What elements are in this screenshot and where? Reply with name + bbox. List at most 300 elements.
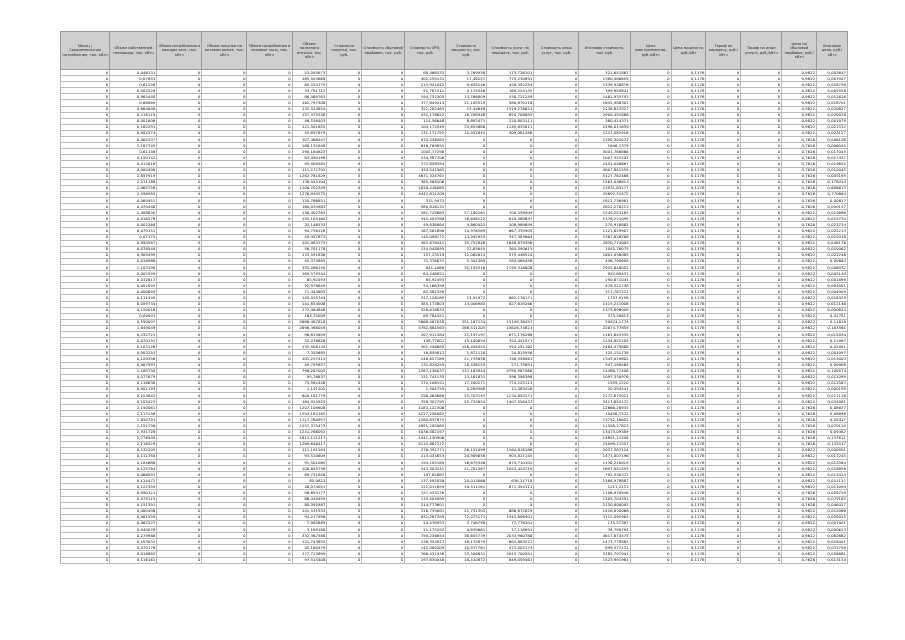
table-cell[interactable]: 0 bbox=[630, 319, 671, 325]
table-cell[interactable]: 0 bbox=[202, 484, 247, 490]
table-cell[interactable]: 0,077679 bbox=[110, 374, 157, 380]
table-cell[interactable]: 0 bbox=[706, 484, 741, 490]
table-cell[interactable]: 0 bbox=[706, 228, 741, 234]
table-cell[interactable]: 1367,826568 bbox=[579, 234, 630, 240]
table-cell[interactable]: 0 bbox=[327, 240, 362, 246]
table-cell[interactable]: 111,272792 bbox=[292, 167, 327, 173]
table-cell[interactable]: 0,1176 bbox=[671, 143, 706, 149]
table-cell[interactable]: 0 bbox=[157, 429, 202, 435]
table-cell[interactable]: 1203,183165 bbox=[292, 411, 327, 417]
table-cell[interactable]: 1642,908301 bbox=[579, 100, 630, 106]
table-cell[interactable]: 0,046176 bbox=[817, 240, 848, 246]
table-cell[interactable]: 22674,77859 bbox=[579, 325, 630, 331]
table-cell[interactable]: 1106,702349 bbox=[292, 185, 327, 191]
table-cell[interactable]: 0 bbox=[247, 460, 292, 466]
table-cell[interactable]: 0,070176 bbox=[110, 545, 157, 551]
table-cell[interactable]: 1,408830 bbox=[110, 210, 157, 216]
table-cell[interactable]: 530,721249 bbox=[487, 94, 534, 100]
table-cell[interactable]: 0,1176 bbox=[671, 271, 706, 277]
table-cell[interactable]: 0 bbox=[630, 411, 671, 417]
table-cell[interactable]: 0,9822 bbox=[782, 551, 817, 557]
table-cell[interactable]: 0 bbox=[327, 124, 362, 130]
table-cell[interactable]: 0 bbox=[446, 204, 487, 210]
table-cell[interactable]: 1,187749 bbox=[110, 143, 157, 149]
table-cell[interactable]: 0 bbox=[362, 417, 405, 423]
table-cell[interactable]: 0 bbox=[741, 289, 782, 295]
table-cell[interactable]: 0,839661 bbox=[446, 527, 487, 533]
table-cell[interactable]: 0 bbox=[362, 240, 405, 246]
table-cell[interactable]: 0 bbox=[706, 283, 741, 289]
table-cell[interactable]: 0 bbox=[534, 502, 579, 508]
column-header[interactable]: Объем покупки на оптовом рынке, тыс. кВтч bbox=[202, 32, 247, 70]
table-cell[interactable]: 0 bbox=[362, 191, 405, 197]
table-cell[interactable]: 1,650791 bbox=[110, 417, 157, 423]
table-cell[interactable]: 0 bbox=[61, 149, 110, 155]
table-cell[interactable]: 0,016883 bbox=[110, 551, 157, 557]
table-cell[interactable]: 0,9822 bbox=[782, 362, 817, 368]
table-cell[interactable]: 0,001979 bbox=[817, 118, 848, 124]
table-cell[interactable]: 0 bbox=[202, 204, 247, 210]
table-cell[interactable]: 0,9822 bbox=[782, 76, 817, 82]
table-cell[interactable]: 1343,029802 bbox=[579, 356, 630, 362]
table-cell[interactable]: 0 bbox=[706, 502, 741, 508]
table-cell[interactable]: 0 bbox=[534, 167, 579, 173]
table-cell[interactable]: 0 bbox=[61, 277, 110, 283]
table-cell[interactable]: 0 bbox=[534, 344, 579, 350]
table-cell[interactable]: 0 bbox=[202, 106, 247, 112]
table-cell[interactable]: 0,162291 bbox=[110, 124, 157, 130]
table-cell[interactable]: 0 bbox=[157, 265, 202, 271]
table-cell[interactable]: 0 bbox=[157, 484, 202, 490]
table-cell[interactable]: 64,448851 bbox=[405, 271, 446, 277]
table-cell[interactable]: 0,060951 bbox=[110, 197, 157, 203]
table-cell[interactable]: 0 bbox=[362, 423, 405, 429]
table-cell[interactable]: 0 bbox=[157, 149, 202, 155]
table-cell[interactable]: 7,355683 bbox=[292, 350, 327, 356]
table-cell[interactable]: 0 bbox=[157, 417, 202, 423]
table-cell[interactable]: 0 bbox=[157, 173, 202, 179]
table-cell[interactable]: 0,022213 bbox=[817, 228, 848, 234]
table-cell[interactable]: 0 bbox=[534, 545, 579, 551]
table-cell[interactable]: 0,007947 bbox=[817, 76, 848, 82]
table-cell[interactable]: 482,676441 bbox=[405, 240, 446, 246]
table-cell[interactable]: 0,120356 bbox=[110, 356, 157, 362]
table-cell[interactable]: 0,018701 bbox=[817, 100, 848, 106]
table-cell[interactable]: 0,015686 bbox=[817, 210, 848, 216]
table-cell[interactable]: 0 bbox=[327, 368, 362, 374]
table-cell[interactable]: 0,1176 bbox=[671, 496, 706, 502]
table-cell[interactable]: 0 bbox=[630, 551, 671, 557]
table-cell[interactable]: 0 bbox=[741, 70, 782, 76]
table-cell[interactable]: 0 bbox=[61, 155, 110, 161]
table-cell[interactable]: 1254,852105 bbox=[579, 338, 630, 344]
table-cell[interactable]: 0,7626 bbox=[782, 423, 817, 429]
table-cell[interactable]: 627,619266 bbox=[487, 301, 534, 307]
table-cell[interactable]: 746,558061 bbox=[487, 356, 534, 362]
table-cell[interactable]: 121,011659 bbox=[405, 484, 446, 490]
table-cell[interactable]: 0 bbox=[534, 460, 579, 466]
table-cell[interactable]: 0 bbox=[706, 514, 741, 520]
table-cell[interactable]: 0,9822 bbox=[782, 283, 817, 289]
table-cell[interactable]: 80,534775 bbox=[292, 82, 327, 88]
table-cell[interactable]: 0 bbox=[247, 344, 292, 350]
table-cell[interactable]: 0 bbox=[247, 478, 292, 484]
table-cell[interactable]: 0 bbox=[247, 307, 292, 313]
table-cell[interactable]: 0 bbox=[706, 429, 741, 435]
table-cell[interactable]: 674,710102 bbox=[487, 460, 534, 466]
table-cell[interactable]: 0 bbox=[630, 143, 671, 149]
table-cell[interactable]: 0 bbox=[630, 155, 671, 161]
table-cell[interactable]: 0 bbox=[362, 545, 405, 551]
table-cell[interactable]: 360,414371 bbox=[579, 118, 630, 124]
table-cell[interactable]: 0 bbox=[327, 216, 362, 222]
table-cell[interactable]: 0,1176 bbox=[671, 161, 706, 167]
table-cell[interactable]: 0 bbox=[362, 392, 405, 398]
table-cell[interactable]: 354,441971 bbox=[487, 338, 534, 344]
table-cell[interactable]: 1549,253185 bbox=[579, 210, 630, 216]
table-cell[interactable]: 0 bbox=[157, 204, 202, 210]
table-cell[interactable]: 0 bbox=[534, 429, 579, 435]
table-cell[interactable]: 0 bbox=[157, 185, 202, 191]
table-cell[interactable]: 0 bbox=[157, 307, 202, 313]
table-cell[interactable]: 0 bbox=[247, 88, 292, 94]
table-cell[interactable]: 0,1176 bbox=[671, 502, 706, 508]
table-cell[interactable]: 0 bbox=[202, 216, 247, 222]
table-cell[interactable]: 1380,466659 bbox=[579, 76, 630, 82]
table-cell[interactable]: 0 bbox=[362, 70, 405, 76]
table-cell[interactable]: 0 bbox=[362, 118, 405, 124]
table-cell[interactable]: 0 bbox=[327, 179, 362, 185]
table-cell[interactable]: 0 bbox=[202, 76, 247, 82]
table-cell[interactable]: 0 bbox=[61, 368, 110, 374]
table-cell[interactable]: 0 bbox=[446, 167, 487, 173]
table-cell[interactable]: 15149,38457 bbox=[487, 319, 534, 325]
table-cell[interactable]: 0 bbox=[362, 466, 405, 472]
table-cell[interactable]: 0 bbox=[202, 289, 247, 295]
table-cell[interactable]: 0 bbox=[706, 197, 741, 203]
table-cell[interactable]: 93,510609 bbox=[292, 453, 327, 459]
table-cell[interactable]: 220,803111 bbox=[487, 118, 534, 124]
table-cell[interactable]: 0,7626 bbox=[782, 490, 817, 496]
table-cell[interactable]: 136,402763 bbox=[292, 210, 327, 216]
table-cell[interactable]: 671,176268 bbox=[487, 332, 534, 338]
table-cell[interactable]: 0 bbox=[362, 283, 405, 289]
table-cell[interactable]: 0 bbox=[202, 478, 247, 484]
table-cell[interactable]: 0 bbox=[362, 460, 405, 466]
table-cell[interactable]: 0 bbox=[706, 313, 741, 319]
table-cell[interactable]: 0 bbox=[446, 423, 487, 429]
table-cell[interactable]: 0,9822 bbox=[782, 258, 817, 264]
table-cell[interactable]: 1267,136037 bbox=[405, 368, 446, 374]
table-cell[interactable]: 0 bbox=[157, 392, 202, 398]
table-cell[interactable]: 0 bbox=[630, 472, 671, 478]
table-cell[interactable]: 0 bbox=[362, 411, 405, 417]
table-cell[interactable]: 0 bbox=[247, 112, 292, 118]
table-cell[interactable]: 0,1176 bbox=[671, 76, 706, 82]
table-cell[interactable]: 0 bbox=[706, 435, 741, 441]
column-header[interactable]: Стоимость покупки, тыс. руб. bbox=[327, 32, 362, 70]
table-cell[interactable]: 0,9822 bbox=[782, 527, 817, 533]
table-cell[interactable]: 0 bbox=[327, 118, 362, 124]
table-cell[interactable]: 0,11067 bbox=[817, 338, 848, 344]
table-cell[interactable]: 0,1176 bbox=[671, 514, 706, 520]
table-cell[interactable]: 0 bbox=[630, 386, 671, 392]
table-cell[interactable]: 10,451841 bbox=[446, 130, 487, 136]
table-cell[interactable]: 0 bbox=[61, 106, 110, 112]
table-cell[interactable]: 0 bbox=[362, 502, 405, 508]
table-cell[interactable]: 0,005928 bbox=[817, 88, 848, 94]
table-cell[interactable]: 0 bbox=[706, 325, 741, 331]
table-cell[interactable]: 0 bbox=[630, 94, 671, 100]
table-cell[interactable]: 0 bbox=[157, 411, 202, 417]
table-cell[interactable]: 0 bbox=[534, 374, 579, 380]
table-cell[interactable]: 1,103198 bbox=[110, 265, 157, 271]
table-cell[interactable]: 0 bbox=[247, 173, 292, 179]
table-cell[interactable]: 0 bbox=[247, 234, 292, 240]
table-cell[interactable]: 0 bbox=[202, 228, 247, 234]
table-cell[interactable]: 91,787511 bbox=[405, 88, 446, 94]
table-cell[interactable]: 0,1176 bbox=[671, 283, 706, 289]
table-cell[interactable]: 476,522758 bbox=[579, 283, 630, 289]
table-cell[interactable]: 0 bbox=[741, 124, 782, 130]
table-cell[interactable]: 0 bbox=[706, 533, 741, 539]
table-cell[interactable]: 16,706948 bbox=[446, 112, 487, 118]
table-cell[interactable]: 0 bbox=[446, 435, 487, 441]
table-cell[interactable]: 0 bbox=[630, 179, 671, 185]
table-cell[interactable]: 0 bbox=[61, 374, 110, 380]
table-cell[interactable]: 0 bbox=[202, 319, 247, 325]
table-cell[interactable]: 0 bbox=[534, 228, 579, 234]
table-cell[interactable]: 0 bbox=[534, 490, 579, 496]
table-cell[interactable]: 0 bbox=[202, 447, 247, 453]
table-cell[interactable]: 0,1176 bbox=[671, 173, 706, 179]
table-cell[interactable]: 2900,491868 bbox=[579, 112, 630, 118]
table-cell[interactable]: 0 bbox=[534, 478, 579, 484]
table-cell[interactable]: 0 bbox=[157, 277, 202, 283]
table-cell[interactable]: 0 bbox=[534, 325, 579, 331]
table-cell[interactable]: 0 bbox=[630, 435, 671, 441]
table-cell[interactable]: 111,191264 bbox=[292, 447, 327, 453]
table-cell[interactable]: 0 bbox=[534, 130, 579, 136]
table-cell[interactable]: 135,524854 bbox=[292, 106, 327, 112]
table-cell[interactable]: 0,1176 bbox=[671, 70, 706, 76]
table-cell[interactable]: 0 bbox=[247, 167, 292, 173]
table-cell[interactable]: 0 bbox=[630, 191, 671, 197]
table-cell[interactable]: 0 bbox=[327, 137, 362, 143]
table-cell[interactable]: 2822,276213 bbox=[579, 204, 630, 210]
table-cell[interactable]: 1269,646417 bbox=[292, 441, 327, 447]
table-cell[interactable]: 0 bbox=[706, 551, 741, 557]
table-cell[interactable]: 0 bbox=[202, 94, 247, 100]
table-cell[interactable]: 0 bbox=[741, 319, 782, 325]
table-cell[interactable]: 0 bbox=[202, 307, 247, 313]
table-cell[interactable]: 854,708695 bbox=[487, 112, 534, 118]
table-cell[interactable]: 0 bbox=[706, 112, 741, 118]
table-cell[interactable]: 331,9075 bbox=[405, 197, 446, 203]
table-cell[interactable]: 0,00908 bbox=[817, 362, 848, 368]
table-cell[interactable]: 12666,28935 bbox=[579, 405, 630, 411]
table-cell[interactable]: 571,75891 bbox=[487, 362, 534, 368]
table-cell[interactable]: 0 bbox=[741, 179, 782, 185]
table-cell[interactable]: 0,9822 bbox=[782, 271, 817, 277]
table-cell[interactable]: 0,07653 bbox=[110, 76, 157, 82]
table-cell[interactable]: 0,011094 bbox=[817, 484, 848, 490]
table-cell[interactable]: 0,9822 bbox=[782, 252, 817, 258]
table-cell[interactable]: 0 bbox=[706, 344, 741, 350]
table-cell[interactable]: 0 bbox=[706, 143, 741, 149]
column-header[interactable]: Объем собственной генерации, тыс. кВтч bbox=[110, 32, 157, 70]
table-cell[interactable]: 3,189188 bbox=[292, 527, 327, 533]
table-cell[interactable]: 13,161831 bbox=[446, 374, 487, 380]
table-cell[interactable]: 0 bbox=[362, 496, 405, 502]
table-cell[interactable]: 0,017245 bbox=[817, 453, 848, 459]
table-cell[interactable]: 0,019652 bbox=[817, 161, 848, 167]
table-cell[interactable]: 0 bbox=[157, 191, 202, 197]
table-cell[interactable]: 0 bbox=[61, 118, 110, 124]
table-cell[interactable]: 49,836884 bbox=[405, 222, 446, 228]
table-cell[interactable]: 0,9822 bbox=[782, 265, 817, 271]
table-cell[interactable]: 0,040078 bbox=[110, 527, 157, 533]
table-cell[interactable]: 0,7626 bbox=[782, 204, 817, 210]
table-cell[interactable]: 862,176171 bbox=[487, 295, 534, 301]
table-cell[interactable]: 0 bbox=[327, 423, 362, 429]
table-cell[interactable]: 0 bbox=[157, 246, 202, 252]
table-cell[interactable]: 0 bbox=[247, 271, 292, 277]
table-cell[interactable]: 0 bbox=[157, 222, 202, 228]
table-cell[interactable]: 0 bbox=[202, 423, 247, 429]
table-cell[interactable]: 0 bbox=[534, 295, 579, 301]
table-cell[interactable]: 473,003173 bbox=[487, 545, 534, 551]
table-cell[interactable]: 0 bbox=[741, 173, 782, 179]
table-cell[interactable]: 0 bbox=[362, 216, 405, 222]
table-cell[interactable]: 385,173803 bbox=[405, 301, 446, 307]
table-cell[interactable]: 0 bbox=[534, 204, 579, 210]
table-cell[interactable]: 0 bbox=[61, 399, 110, 405]
table-cell[interactable]: 0,1176 bbox=[671, 124, 706, 130]
table-cell[interactable]: 0 bbox=[327, 88, 362, 94]
table-cell[interactable]: 0 bbox=[157, 478, 202, 484]
table-cell[interactable]: 0,111549 bbox=[110, 295, 157, 301]
table-cell[interactable]: 0 bbox=[157, 435, 202, 441]
table-cell[interactable]: 0 bbox=[202, 271, 247, 277]
table-cell[interactable]: 0 bbox=[327, 453, 362, 459]
table-cell[interactable]: 1471,007196 bbox=[579, 453, 630, 459]
table-cell[interactable]: 0 bbox=[327, 490, 362, 496]
table-cell[interactable]: 0,022016 bbox=[817, 234, 848, 240]
table-cell[interactable]: 4671,324761 bbox=[405, 173, 446, 179]
table-cell[interactable]: 399,959841 bbox=[579, 88, 630, 94]
table-cell[interactable]: 0,1176 bbox=[671, 441, 706, 447]
table-cell[interactable]: 0 bbox=[446, 155, 487, 161]
table-cell[interactable]: 0,9822 bbox=[782, 246, 817, 252]
table-cell[interactable]: 0,046417 bbox=[817, 502, 848, 508]
table-cell[interactable]: 0 bbox=[630, 484, 671, 490]
table-cell[interactable]: 0 bbox=[741, 374, 782, 380]
table-cell[interactable]: 0 bbox=[61, 423, 110, 429]
table-cell[interactable]: 4115,687272 bbox=[405, 441, 446, 447]
table-cell[interactable]: 0,018756 bbox=[817, 82, 848, 88]
table-cell[interactable]: 0,103126 bbox=[110, 344, 157, 350]
table-cell[interactable]: 0 bbox=[741, 399, 782, 405]
table-cell[interactable]: 0 bbox=[706, 173, 741, 179]
table-cell[interactable]: 321,641867 bbox=[579, 70, 630, 76]
table-cell[interactable]: 0 bbox=[741, 435, 782, 441]
table-cell[interactable]: 0,9822 bbox=[782, 508, 817, 514]
table-cell[interactable]: 0 bbox=[61, 130, 110, 136]
table-cell[interactable]: 0,023127 bbox=[817, 130, 848, 136]
table-cell[interactable]: 0 bbox=[362, 246, 405, 252]
table-cell[interactable]: 88,468533 bbox=[405, 70, 446, 76]
table-cell[interactable]: 0,056861 bbox=[817, 551, 848, 557]
table-cell[interactable]: 0 bbox=[534, 557, 579, 563]
table-cell[interactable]: 0 bbox=[247, 161, 292, 167]
table-cell[interactable]: 0 bbox=[202, 124, 247, 130]
table-cell[interactable]: 2464,479888 bbox=[579, 344, 630, 350]
table-cell[interactable]: 1390,303072 bbox=[579, 137, 630, 143]
table-cell[interactable]: 3,746798 bbox=[446, 520, 487, 526]
table-cell[interactable]: 1,065756 bbox=[110, 185, 157, 191]
table-cell[interactable]: 148,77601 bbox=[405, 338, 446, 344]
table-cell[interactable]: 0 bbox=[534, 527, 579, 533]
table-cell[interactable]: 243,303141 bbox=[405, 466, 446, 472]
table-cell[interactable]: 5782,884563 bbox=[405, 325, 446, 331]
table-cell[interactable]: 0 bbox=[247, 325, 292, 331]
table-cell[interactable]: 0 bbox=[327, 246, 362, 252]
table-cell[interactable]: 0,00817 bbox=[817, 197, 848, 203]
table-cell[interactable]: 94,726128 bbox=[292, 228, 327, 234]
table-cell[interactable]: 0 bbox=[202, 240, 247, 246]
table-cell[interactable]: 1416,830066 bbox=[579, 508, 630, 514]
table-cell[interactable]: 0 bbox=[157, 423, 202, 429]
table-cell[interactable]: 0 bbox=[630, 527, 671, 533]
table-cell[interactable]: 10456,7512 bbox=[579, 411, 630, 417]
table-cell[interactable]: 284,069456 bbox=[487, 258, 534, 264]
table-cell[interactable]: 0 bbox=[157, 94, 202, 100]
table-cell[interactable]: 0 bbox=[534, 149, 579, 155]
table-cell[interactable]: 0 bbox=[327, 472, 362, 478]
table-cell[interactable]: 0,015034 bbox=[817, 332, 848, 338]
table-cell[interactable]: 0 bbox=[534, 173, 579, 179]
table-cell[interactable]: 432,178652 bbox=[405, 112, 446, 118]
table-cell[interactable]: 0 bbox=[362, 332, 405, 338]
table-cell[interactable]: 0 bbox=[741, 76, 782, 82]
table-cell[interactable]: 4,174546 bbox=[446, 88, 487, 94]
table-cell[interactable]: 0,9822 bbox=[782, 88, 817, 94]
table-cell[interactable]: 0 bbox=[706, 118, 741, 124]
table-cell[interactable]: 168,132948 bbox=[292, 143, 327, 149]
table-cell[interactable]: 0 bbox=[157, 106, 202, 112]
table-cell[interactable]: 0 bbox=[61, 222, 110, 228]
table-cell[interactable]: 0 bbox=[362, 258, 405, 264]
table-cell[interactable]: 0 bbox=[327, 392, 362, 398]
table-cell[interactable]: 0 bbox=[362, 472, 405, 478]
table-cell[interactable]: 0,1176 bbox=[671, 362, 706, 368]
table-cell[interactable]: 0 bbox=[362, 137, 405, 143]
table-cell[interactable]: 0,002093 bbox=[110, 283, 157, 289]
table-cell[interactable]: 0,1176 bbox=[671, 368, 706, 374]
table-cell[interactable]: 3001,786886 bbox=[579, 149, 630, 155]
table-cell[interactable]: 0,061559 bbox=[110, 514, 157, 520]
table-cell[interactable]: 0 bbox=[247, 533, 292, 539]
table-cell[interactable]: 215,941042 bbox=[405, 82, 446, 88]
table-cell[interactable]: 0 bbox=[630, 149, 671, 155]
table-cell[interactable]: 0,034081 bbox=[817, 399, 848, 405]
table-cell[interactable]: 0 bbox=[61, 112, 110, 118]
table-cell[interactable]: 0 bbox=[327, 319, 362, 325]
table-cell[interactable]: 0 bbox=[534, 362, 579, 368]
table-cell[interactable]: 13,766809 bbox=[446, 94, 487, 100]
table-cell[interactable]: 0 bbox=[202, 191, 247, 197]
